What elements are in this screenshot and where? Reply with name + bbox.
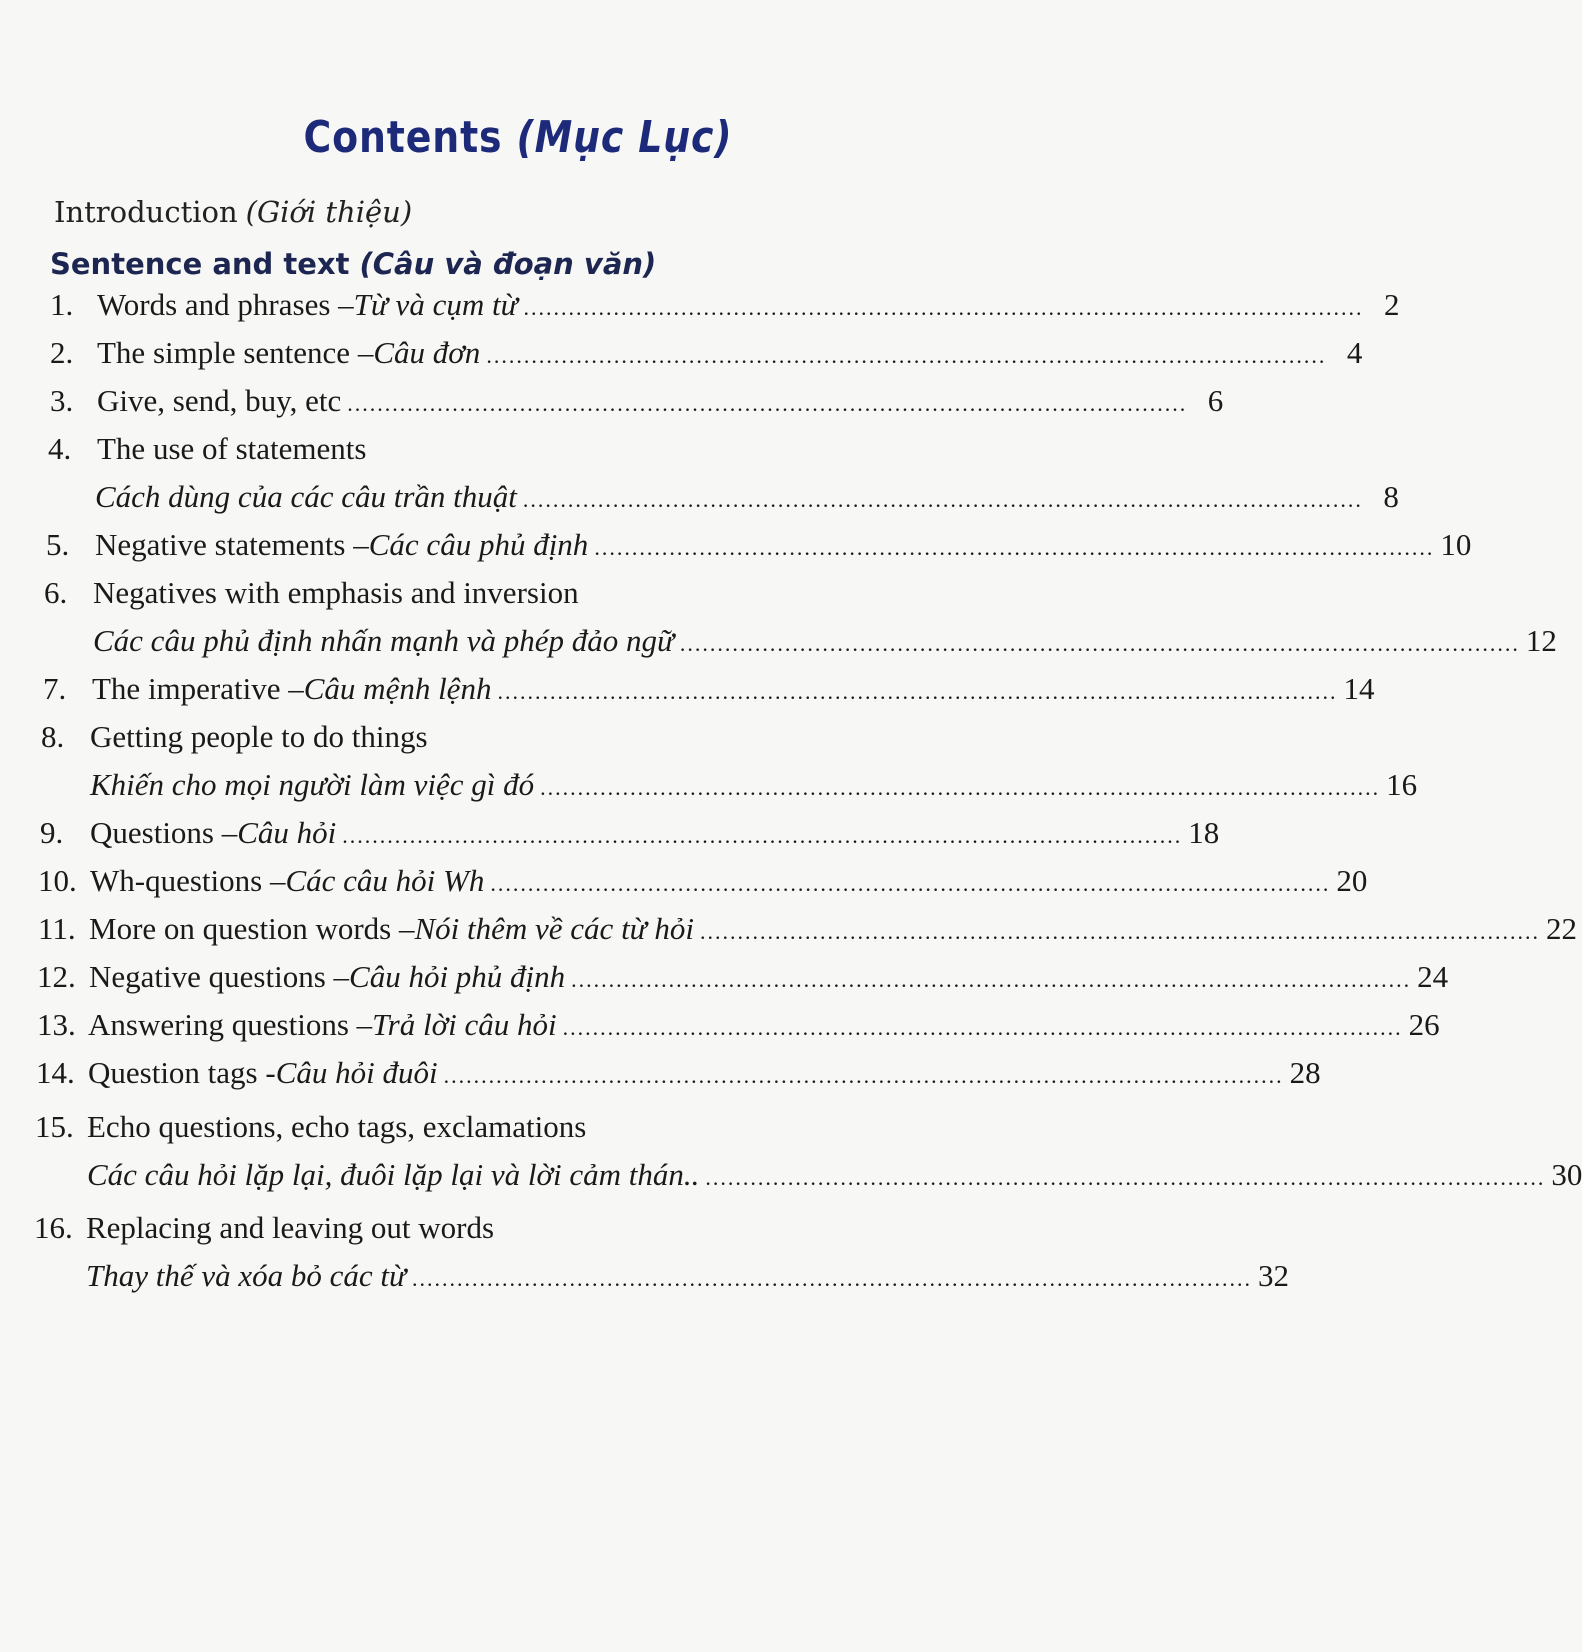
entry-title-vi: Các câu hỏi lặp lại, đuôi lặp lại và lời cảm thán..	[87, 1157, 700, 1192]
entry-title-en: Question tags -	[88, 1055, 276, 1090]
entry-page: 28	[1289, 1055, 1321, 1090]
entry-title-vi: Nói thêm về các từ hỏi	[414, 911, 694, 946]
entry-page: 12	[1525, 623, 1557, 658]
toc-entry	[0, 523, 1472, 567]
toc-entry-continuation	[0, 763, 1418, 807]
page-title	[73, 112, 964, 163]
entry-text	[90, 763, 1418, 810]
entry-title-vi: Thay thế và xóa bỏ các từ	[86, 1258, 406, 1293]
entry-number: 13.	[37, 1007, 76, 1042]
leader-dots: ................................................................................................................	[679, 631, 1520, 656]
toc-entry	[0, 715, 1036, 759]
entry-title-vi: Câu mệnh lệnh	[303, 671, 492, 706]
entry-title-en: Negative statements –	[95, 527, 369, 562]
leader-dots: ................................................................................................................	[594, 535, 1435, 560]
entry-text	[87, 1105, 586, 1149]
entry-title-en: The imperative –	[92, 671, 304, 706]
section-heading	[50, 247, 656, 281]
leader-dots: ................................................................................................................	[562, 1015, 1403, 1040]
leader-dots: ................................................................................................................	[523, 295, 1364, 320]
toc-entry	[0, 1003, 1440, 1047]
entry-title-en: Answering questions –	[88, 1007, 373, 1042]
toc-entry-continuation	[0, 1153, 1582, 1197]
title-main: Contents	[303, 112, 503, 163]
leader-dots: ................................................................................................................	[342, 823, 1183, 848]
entry-title-vi: Câu đơn	[373, 335, 481, 370]
toc-entry	[0, 1051, 1321, 1095]
entry-text	[90, 859, 1368, 906]
leader-dots: ................................................................................................................	[443, 1063, 1284, 1088]
toc-entry-continuation	[0, 619, 1557, 663]
entry-text	[97, 331, 1363, 378]
entry-text	[87, 1153, 1582, 1200]
toc-entry	[0, 811, 1220, 855]
entry-text	[89, 907, 1577, 954]
toc-entry	[0, 955, 1449, 999]
entry-number: 11.	[38, 911, 76, 946]
entry-number: 7.	[43, 671, 67, 706]
entry-number: 12.	[37, 959, 76, 994]
section-en: Sentence and text	[50, 247, 350, 281]
entry-text	[90, 811, 1220, 858]
leader-dots: ................................................................................................................	[411, 1266, 1252, 1291]
toc-entry-continuation	[0, 475, 1399, 519]
entry-text	[90, 715, 428, 759]
toc-entry	[0, 427, 1036, 471]
entry-text	[86, 1254, 1289, 1301]
leader-dots: ................................................................................................................	[571, 967, 1412, 992]
leader-dots: ................................................................................................................	[699, 919, 1540, 944]
introduction-heading	[54, 195, 412, 229]
toc-entry-continuation	[0, 1254, 1289, 1298]
entry-text	[97, 283, 1400, 330]
entry-number: 8.	[41, 719, 65, 754]
entry-title-vi: Khiến cho mọi người làm việc gì đó	[90, 767, 535, 802]
toc-entry	[0, 667, 1375, 711]
entry-text	[95, 475, 1399, 522]
entry-page: 14	[1343, 671, 1375, 706]
section-vi: (Câu và đoạn văn)	[359, 247, 657, 281]
toc-entry	[0, 1206, 1036, 1250]
entry-number: 1.	[50, 287, 74, 322]
leader-dots: ................................................................................................................	[540, 775, 1381, 800]
entry-page: 26	[1408, 1007, 1440, 1042]
entry-number: 5.	[46, 527, 70, 562]
entry-text	[89, 955, 1449, 1002]
entry-number: 9.	[40, 815, 64, 850]
toc-entry	[0, 571, 1036, 615]
leader-dots: ................................................................................................................	[347, 391, 1188, 416]
entry-title-vi: Câu hỏi đuôi	[275, 1055, 438, 1090]
entry-text	[93, 571, 579, 615]
title-vi: (Mục Lục)	[516, 112, 733, 163]
entry-number: 6.	[44, 575, 68, 610]
entry-page: 4	[1346, 335, 1363, 370]
entry-title-vi: Các câu phủ định nhấn mạnh và phép đảo ngữ	[93, 623, 674, 658]
entry-title-vi: Câu hỏi phủ định	[349, 959, 566, 994]
entry-title-en: Give, send, buy, etc	[97, 383, 342, 418]
toc-entry	[0, 1105, 1036, 1149]
leader-dots: ................................................................................................................	[497, 679, 1338, 704]
entry-title-en: Replacing and leaving out words	[86, 1210, 495, 1245]
entry-number: 4.	[48, 431, 72, 466]
leader-dots: ................................................................................................................	[705, 1165, 1546, 1190]
entry-page: 6	[1207, 383, 1224, 418]
entry-number: 10.	[38, 863, 77, 898]
entry-number: 3.	[50, 383, 74, 418]
entry-title-vi: Cách dùng của các câu trần thuật	[95, 479, 517, 514]
leader-dots: ................................................................................................................	[490, 871, 1331, 896]
toc-entry	[0, 379, 1224, 423]
entry-page: 18	[1188, 815, 1220, 850]
entry-title-vi: Các câu phủ định	[368, 527, 589, 562]
entry-page: 24	[1417, 959, 1449, 994]
entry-text	[86, 1206, 494, 1250]
entry-number: 14.	[36, 1055, 75, 1090]
entry-text	[97, 379, 1224, 426]
entry-page: 22	[1545, 911, 1577, 946]
entry-page: 20	[1336, 863, 1368, 898]
entry-page: 16	[1386, 767, 1418, 802]
entry-title-vi: Câu hỏi	[237, 815, 337, 850]
entry-text	[88, 1051, 1321, 1098]
entry-text	[97, 427, 366, 471]
toc-entry	[0, 907, 1577, 951]
leader-dots: ................................................................................................................	[522, 487, 1363, 512]
entry-title-en: Wh-questions –	[90, 863, 286, 898]
entry-title-en: Words and phrases –	[97, 287, 354, 322]
entry-number: 16.	[34, 1210, 73, 1245]
entry-title-en: The use of statements	[97, 431, 367, 466]
toc-entry	[0, 331, 1363, 375]
entry-title-en: Negative questions –	[89, 959, 350, 994]
entry-page: 32	[1257, 1258, 1289, 1293]
entry-page: 30	[1551, 1157, 1582, 1192]
entry-text	[92, 667, 1375, 714]
entry-title-en: Getting people to do things	[90, 719, 428, 754]
entry-text	[93, 619, 1557, 666]
entry-text	[95, 523, 1472, 570]
entry-number: 15.	[35, 1109, 74, 1144]
entry-title-en: Negatives with emphasis and inversion	[93, 575, 579, 610]
entry-title-en: More on question words –	[89, 911, 415, 946]
entry-title-vi: Các câu hỏi Wh	[285, 863, 485, 898]
entry-page: 10	[1440, 527, 1472, 562]
entry-number: 2.	[50, 335, 74, 370]
intro-en: Introduction	[54, 195, 238, 229]
entry-title-en: The simple sentence –	[97, 335, 374, 370]
entry-title-vi: Trả lời câu hỏi	[372, 1007, 557, 1042]
entry-title-en: Questions –	[90, 815, 238, 850]
toc-entry	[0, 283, 1400, 327]
entry-title-vi: Từ và cụm từ	[353, 287, 518, 322]
entry-page: 2	[1383, 287, 1400, 322]
entry-title-en: Echo questions, echo tags, exclamations	[87, 1109, 587, 1144]
leader-dots: ................................................................................................................	[486, 343, 1327, 368]
toc-entry	[0, 859, 1368, 903]
intro-vi: (Giới thiệu)	[245, 195, 413, 229]
entry-page: 8	[1383, 479, 1399, 514]
entry-text	[88, 1003, 1440, 1050]
